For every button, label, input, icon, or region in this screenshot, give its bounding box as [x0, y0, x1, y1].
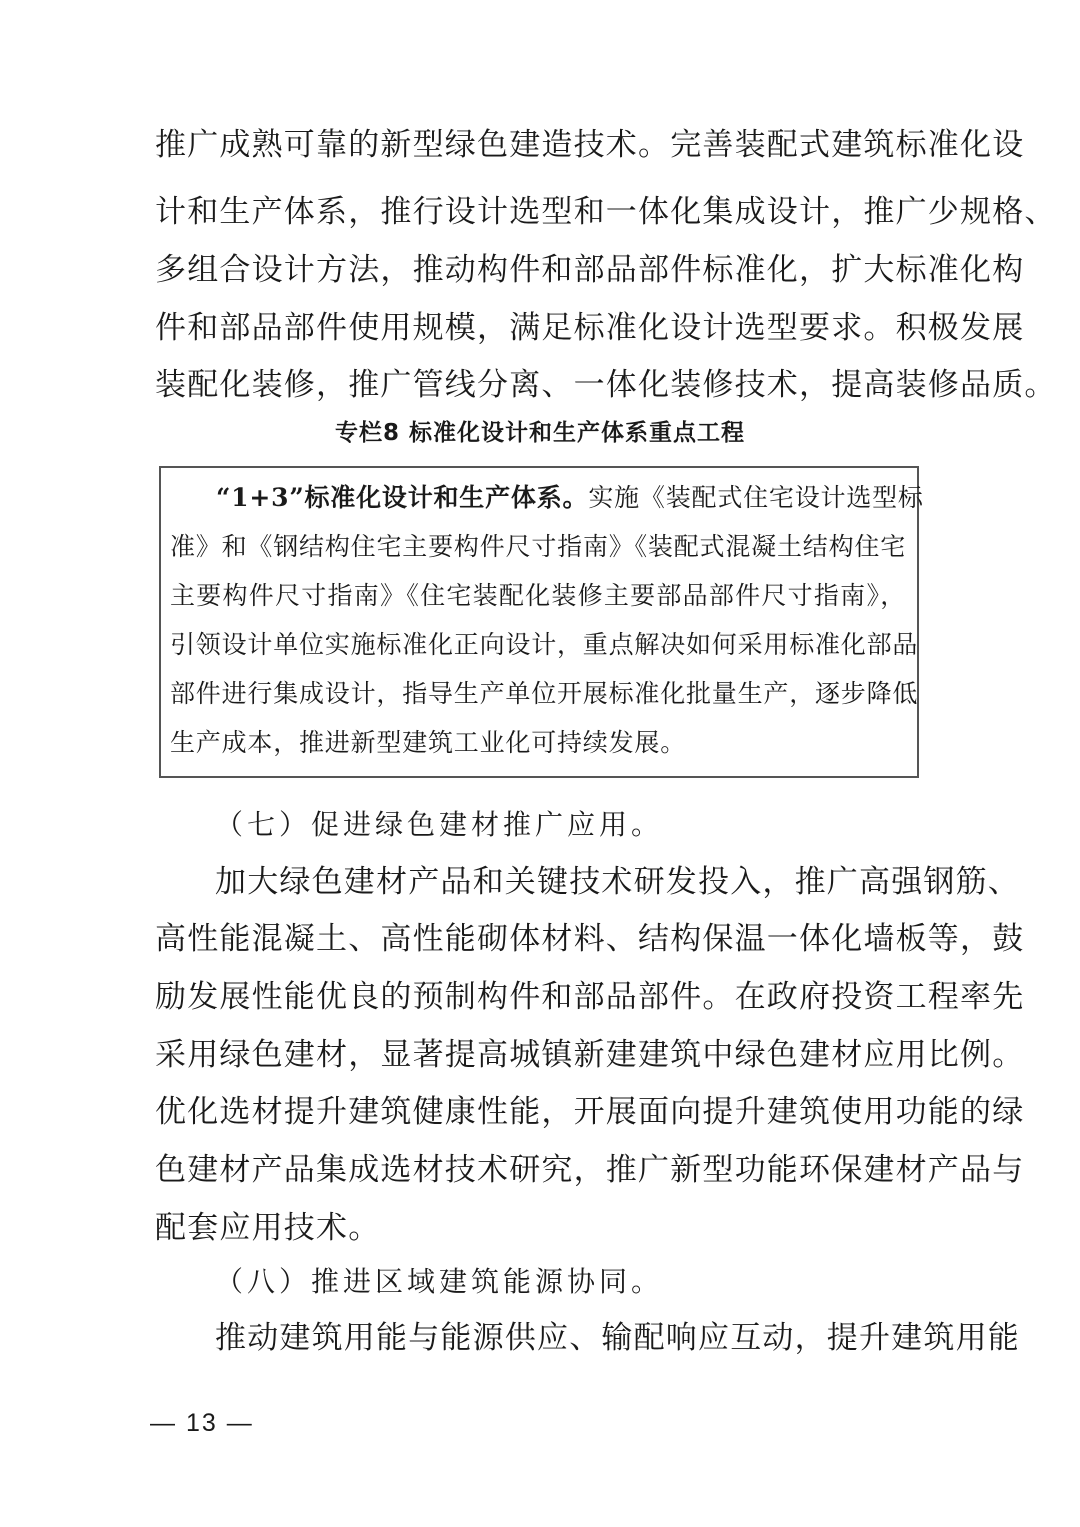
column-box-line: 准》和《钢结构住宅主要构件尺寸指南》《装配式混凝土结构住宅 — [170, 532, 906, 561]
page-number: — 13 — — [150, 1409, 254, 1437]
body-text-line: 色建材产品集成选材技术研究，推广新型功能环保建材产品与 — [155, 1152, 1025, 1188]
section-heading-8: （八）推进区域建筑能源协同。 — [215, 1265, 664, 1298]
body-text-line: 采用绿色建材，显著提高城镇新建建筑中绿色建材应用比例。 — [155, 1037, 1025, 1073]
body-text-line: 多组合设计方法，推动构件和部品部件标准化，扩大标准化构 — [155, 252, 1025, 288]
body-text-line: 计和生产体系，推行设计选型和一体化集成设计，推广少规格、 — [155, 194, 1057, 230]
body-text-line: 优化选材提升建筑健康性能，开展面向提升建筑使用功能的绿 — [155, 1094, 1025, 1130]
column-title: 专栏8 标准化设计和生产体系重点工程 — [334, 420, 745, 446]
section-heading-7: （七）促进绿色建材推广应用。 — [215, 808, 664, 841]
column-box-line: 部件进行集成设计，指导生产单位开展标准化批量生产，逐步降低 — [170, 679, 919, 708]
body-text-line: 配套应用技术。 — [155, 1210, 381, 1246]
column-box-line: 主要构件尺寸指南》《住宅装配化装修主要部品部件尺寸指南》， — [170, 581, 906, 610]
body-text-line: 装配化装修，推广管线分离、一体化装修技术，提高装修品质。 — [155, 367, 1057, 403]
column-box-line — [216, 480, 924, 516]
column-box-line: 生产成本，推进新型建筑工业化可持续发展。 — [170, 728, 687, 757]
column-box-text: 实施《装配式住宅设计选型标 — [588, 483, 924, 512]
body-text-line: 推广成熟可靠的新型绿色建造技术。完善装配式建筑标准化设 — [155, 127, 1025, 163]
column-box-line: 引领设计单位实施标准化正向设计，重点解决如何采用标准化部品 — [170, 630, 919, 659]
body-text-line: 加大绿色建材产品和关键技术研发投入，推广高强钢筋、 — [215, 864, 1020, 900]
column-box-lead: “1+3”标准化设计和生产体系。 — [216, 483, 589, 512]
body-text-line: 件和部品部件使用规模，满足标准化设计选型要求。积极发展 — [155, 310, 1025, 346]
body-text-line: 励发展性能优良的预制构件和部品部件。在政府投资工程率先 — [155, 979, 1025, 1015]
body-text-line: 高性能混凝土、高性能砌体材料、结构保温一体化墙板等，鼓 — [155, 921, 1025, 957]
body-text-line: 推动建筑用能与能源供应、输配响应互动，提升建筑用能 — [215, 1320, 1020, 1356]
